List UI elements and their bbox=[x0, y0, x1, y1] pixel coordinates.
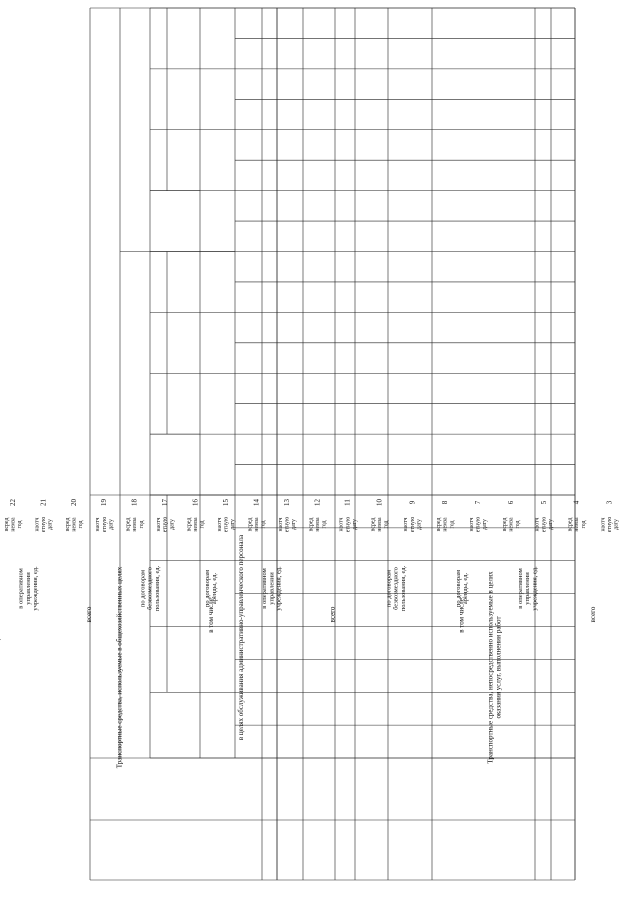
v-tom-chisle-header: в том числе: bbox=[457, 596, 466, 633]
srednee-header: всреднемзагод bbox=[247, 517, 267, 532]
srednee-header: всреднемзагод bbox=[436, 517, 456, 532]
na-datu-header: наотчетнуюдату bbox=[156, 516, 176, 533]
na-datu-header: наотчетнуюдату bbox=[600, 516, 620, 533]
colno-15: 15 bbox=[221, 499, 230, 506]
subgroup-other bbox=[0, 609, 2, 665]
colno-18: 18 bbox=[130, 499, 139, 506]
group2-title: Транспортные средства, используемые в общехозяйственных целях bbox=[115, 566, 124, 769]
subgroup-admin: в целях обслуживания административно-управленческого персонала bbox=[237, 534, 246, 741]
srednee-header: всреднемзагод bbox=[125, 517, 145, 532]
srednee-header: всреднемзагод bbox=[186, 517, 206, 532]
colno-11: 11 bbox=[343, 499, 352, 506]
table-grid bbox=[90, 8, 575, 880]
na-datu-header: наотчетнуюдату bbox=[34, 516, 54, 533]
colno-17: 17 bbox=[161, 499, 170, 506]
vsego-header: всего bbox=[328, 606, 337, 623]
colno-5: 5 bbox=[539, 500, 548, 505]
colno-13: 13 bbox=[282, 499, 291, 506]
colno-14: 14 bbox=[252, 499, 261, 506]
colno-10: 10 bbox=[375, 499, 384, 506]
srednee-header: всреднемзагод bbox=[3, 517, 24, 532]
category-header: по договорамаренды, ед. bbox=[203, 569, 219, 608]
colno-20: 20 bbox=[69, 499, 78, 506]
na-datu-header: наотчетнуюдату bbox=[216, 516, 237, 533]
category-header: в оперативномуправленииучреждения, ед. bbox=[17, 566, 40, 611]
category-header: по договорамаренды, ед. bbox=[454, 569, 470, 608]
colno-3: 3 bbox=[605, 500, 614, 505]
na-datu-header: наотчетнуюдату bbox=[338, 516, 358, 533]
na-datu-header: наотчетнуюдату bbox=[468, 516, 489, 533]
group1-title: Транспортные средства, непосредственно используемые в целяхоказания услуг, выполнения работ bbox=[486, 571, 503, 764]
colno-22: 22 bbox=[8, 499, 17, 506]
colno-16: 16 bbox=[191, 499, 200, 506]
na-datu-header: наотчетнуюдату bbox=[403, 516, 423, 533]
colno-8: 8 bbox=[441, 500, 450, 505]
na-datu-header: наотчетнуюдату bbox=[534, 516, 554, 533]
colno-21: 21 bbox=[39, 499, 48, 506]
colno-4: 4 bbox=[572, 500, 581, 505]
colno-19: 19 bbox=[100, 499, 109, 506]
v-tom-chisle-header: в том числе: bbox=[206, 596, 215, 633]
table-text bbox=[0, 219, 640, 768]
colno-7: 7 bbox=[474, 500, 483, 505]
category-header: в оперативномуправленииучреждения, ед. bbox=[261, 566, 283, 611]
srednee-header: всреднемзагод bbox=[501, 517, 522, 532]
srednee-header: всреднемзагод bbox=[308, 517, 328, 532]
colno-6: 6 bbox=[506, 500, 515, 505]
category-header: в оперативномуправленииучреждения, ед. bbox=[516, 566, 539, 611]
na-datu-header: наотчетнуюдату bbox=[95, 516, 115, 533]
colno-9: 9 bbox=[408, 500, 417, 505]
srednee-header: всреднемзагод bbox=[567, 517, 587, 532]
srednee-header: всреднемзагод bbox=[64, 517, 84, 532]
colno-12: 12 bbox=[313, 499, 322, 506]
srednee-header: всреднемзагод bbox=[370, 517, 390, 532]
vsego-header: всего bbox=[589, 606, 598, 623]
na-datu-header: наотчетнуюдату bbox=[277, 516, 298, 533]
category-header: по договорамбезвозмездногопользования, ед. bbox=[139, 565, 161, 612]
category-header: по договорамбезвозмездногопользования, ед. bbox=[385, 565, 407, 612]
vsego-header: всего bbox=[85, 606, 94, 623]
